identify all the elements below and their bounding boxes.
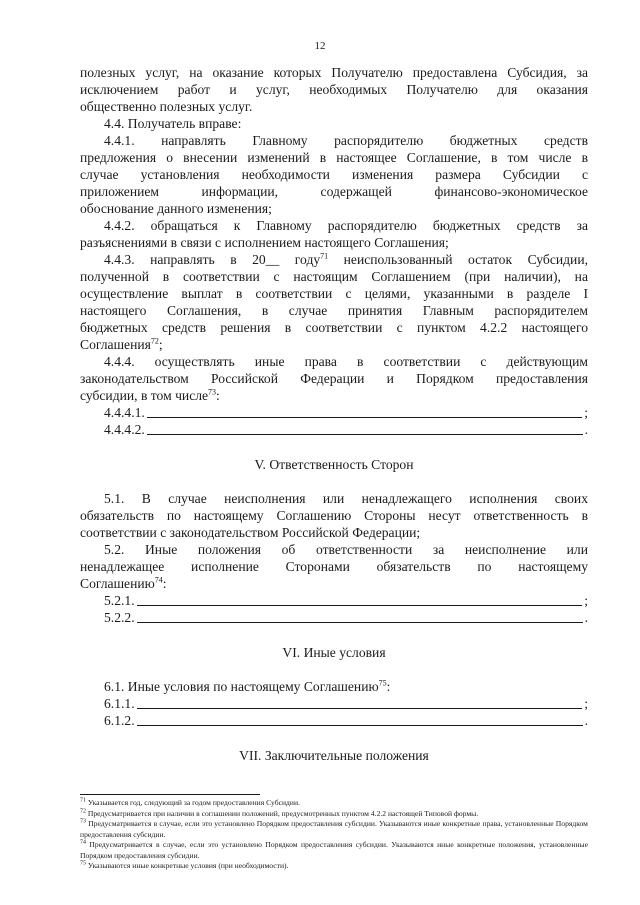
clause-6-1-1-blank: 6.1.1. ; bbox=[104, 696, 588, 711]
footnote-74: $^{74}$ Предусматривается в случае, если это установлено Порядком предоставления субсидии. Указываются иные конкретные положения, установленные Порядком предоставления субсидии. bbox=[80, 839, 588, 860]
footnote-ref-74: 74 bbox=[154, 575, 163, 585]
footnote-ref-75: 75 bbox=[378, 678, 387, 688]
clause-4-4-4-1-blank: 4.4.4.1. ; bbox=[104, 405, 588, 420]
page-number: 12 bbox=[314, 40, 326, 52]
section-5-title: V. Ответственность Сторон bbox=[254, 457, 414, 472]
clause-5-2-cont: ненадлежащее исполнение Сторонами обязательств по настоящему Соглашению$^{74}$: bbox=[80, 559, 588, 591]
clause-5-1: 5.1. В случае неисполнения или ненадлежащего исполнения своих bbox=[104, 491, 588, 506]
clause-4-4-heading: 4.4. Получатель вправе: bbox=[104, 116, 242, 131]
footnotes bbox=[80, 798, 588, 872]
clause-6-1: 6.1. Иные условия по настоящему Соглашению$^{75}$: bbox=[104, 678, 391, 694]
clause-4-4-4-cont: законодательством Российской Федерации и Порядком предоставления субсидии, в том числе$^{73}$: bbox=[80, 371, 588, 403]
clause-5-1-cont: обязательств по настоящему Соглашению Стороны несут ответственность в соответствии с законодательством Российской Федерации; bbox=[80, 508, 588, 540]
clause-4-4-3: 4.4.3. направлять в 20__ году$^{71}$ неиспользованный остаток Субсидии, bbox=[104, 251, 589, 267]
footnote-73: $^{73}$ Предусматривается в случае, если это установлено Порядком предоставления субсидии. Указываются иные конкретные права, установленные Порядком предоставления субсидии. bbox=[80, 818, 588, 839]
clause-4-4-2: 4.4.2. обращаться к Главному распорядителю бюджетных средств за bbox=[104, 218, 588, 233]
clause-5-2-2-blank: 5.2.2. . bbox=[104, 610, 588, 625]
document-body bbox=[80, 64, 588, 764]
fill-line bbox=[137, 713, 583, 726]
clause-4-4-4: 4.4.4. осуществлять иные права в соответствии с действующим bbox=[104, 354, 588, 369]
fill-line bbox=[137, 610, 583, 623]
fill-line bbox=[147, 422, 583, 435]
fill-line bbox=[137, 696, 583, 709]
section-6-title: VI. Иные условия bbox=[282, 645, 386, 660]
fill-line bbox=[137, 593, 583, 606]
intro-paragraph: полезных услуг, на оказание которых Получателю предоставлена Субсидия, за исключением работ и услуг, необходимых Получателю для оказания общественно полезных услуг. bbox=[80, 65, 588, 114]
clause-6-1-2-blank: 6.1.2. . bbox=[104, 713, 588, 728]
clause-4-4-4-2-blank: 4.4.4.2. . bbox=[104, 422, 588, 437]
footnote-ref-71: 71 bbox=[320, 251, 329, 261]
section-7-title: VII. Заключительные положения bbox=[239, 748, 429, 763]
clause-5-2: 5.2. Иные положения об ответственности за неисполнение или bbox=[104, 542, 588, 557]
clause-4-4-3-cont: полученной в соответствии с настоящим Соглашением (при наличии), на осуществление выплат в соответствии с целями, указанными в разделе I настоящего Соглашения, в случае принятия Главным распорядителем бюджетных средств решения в соответствии с пунктом 4.2.2 настоящего Соглашения$^{72}$; bbox=[80, 269, 588, 352]
clause-4-4-1-cont: предложения о внесении изменений в настоящее Соглашение, в том числе в случае установления необходимости изменения размера Субсидии с приложением информации, содержащей финансово-экономическое обоснование данного изменения; bbox=[80, 150, 588, 216]
footnote-ref-73: 73 bbox=[208, 387, 217, 397]
footnote-75: $^{75}$ Указываются иные конкретные условия (при необходимости). bbox=[80, 860, 289, 870]
footnote-ref-72: 72 bbox=[150, 336, 159, 346]
footnote-72: $^{72}$ Предусматривается при наличии в соглашении положений, предусмотренных пунктом 4.2.2 настоящей Типовой формы. bbox=[80, 807, 479, 818]
fill-line bbox=[147, 405, 582, 418]
footnote-71: $^{71}$ Указывается год, следующий за годом предоставления Субсидии. bbox=[80, 797, 300, 807]
clause-4-4-1: 4.4.1. направлять Главному распорядителю бюджетных средств bbox=[104, 133, 588, 148]
clause-4-4-2-cont: разъяснениями в связи с исполнением настоящего Соглашения; bbox=[80, 235, 449, 250]
footnote-divider bbox=[80, 794, 260, 795]
clause-5-2-1-blank: 5.2.1. ; bbox=[104, 593, 588, 608]
